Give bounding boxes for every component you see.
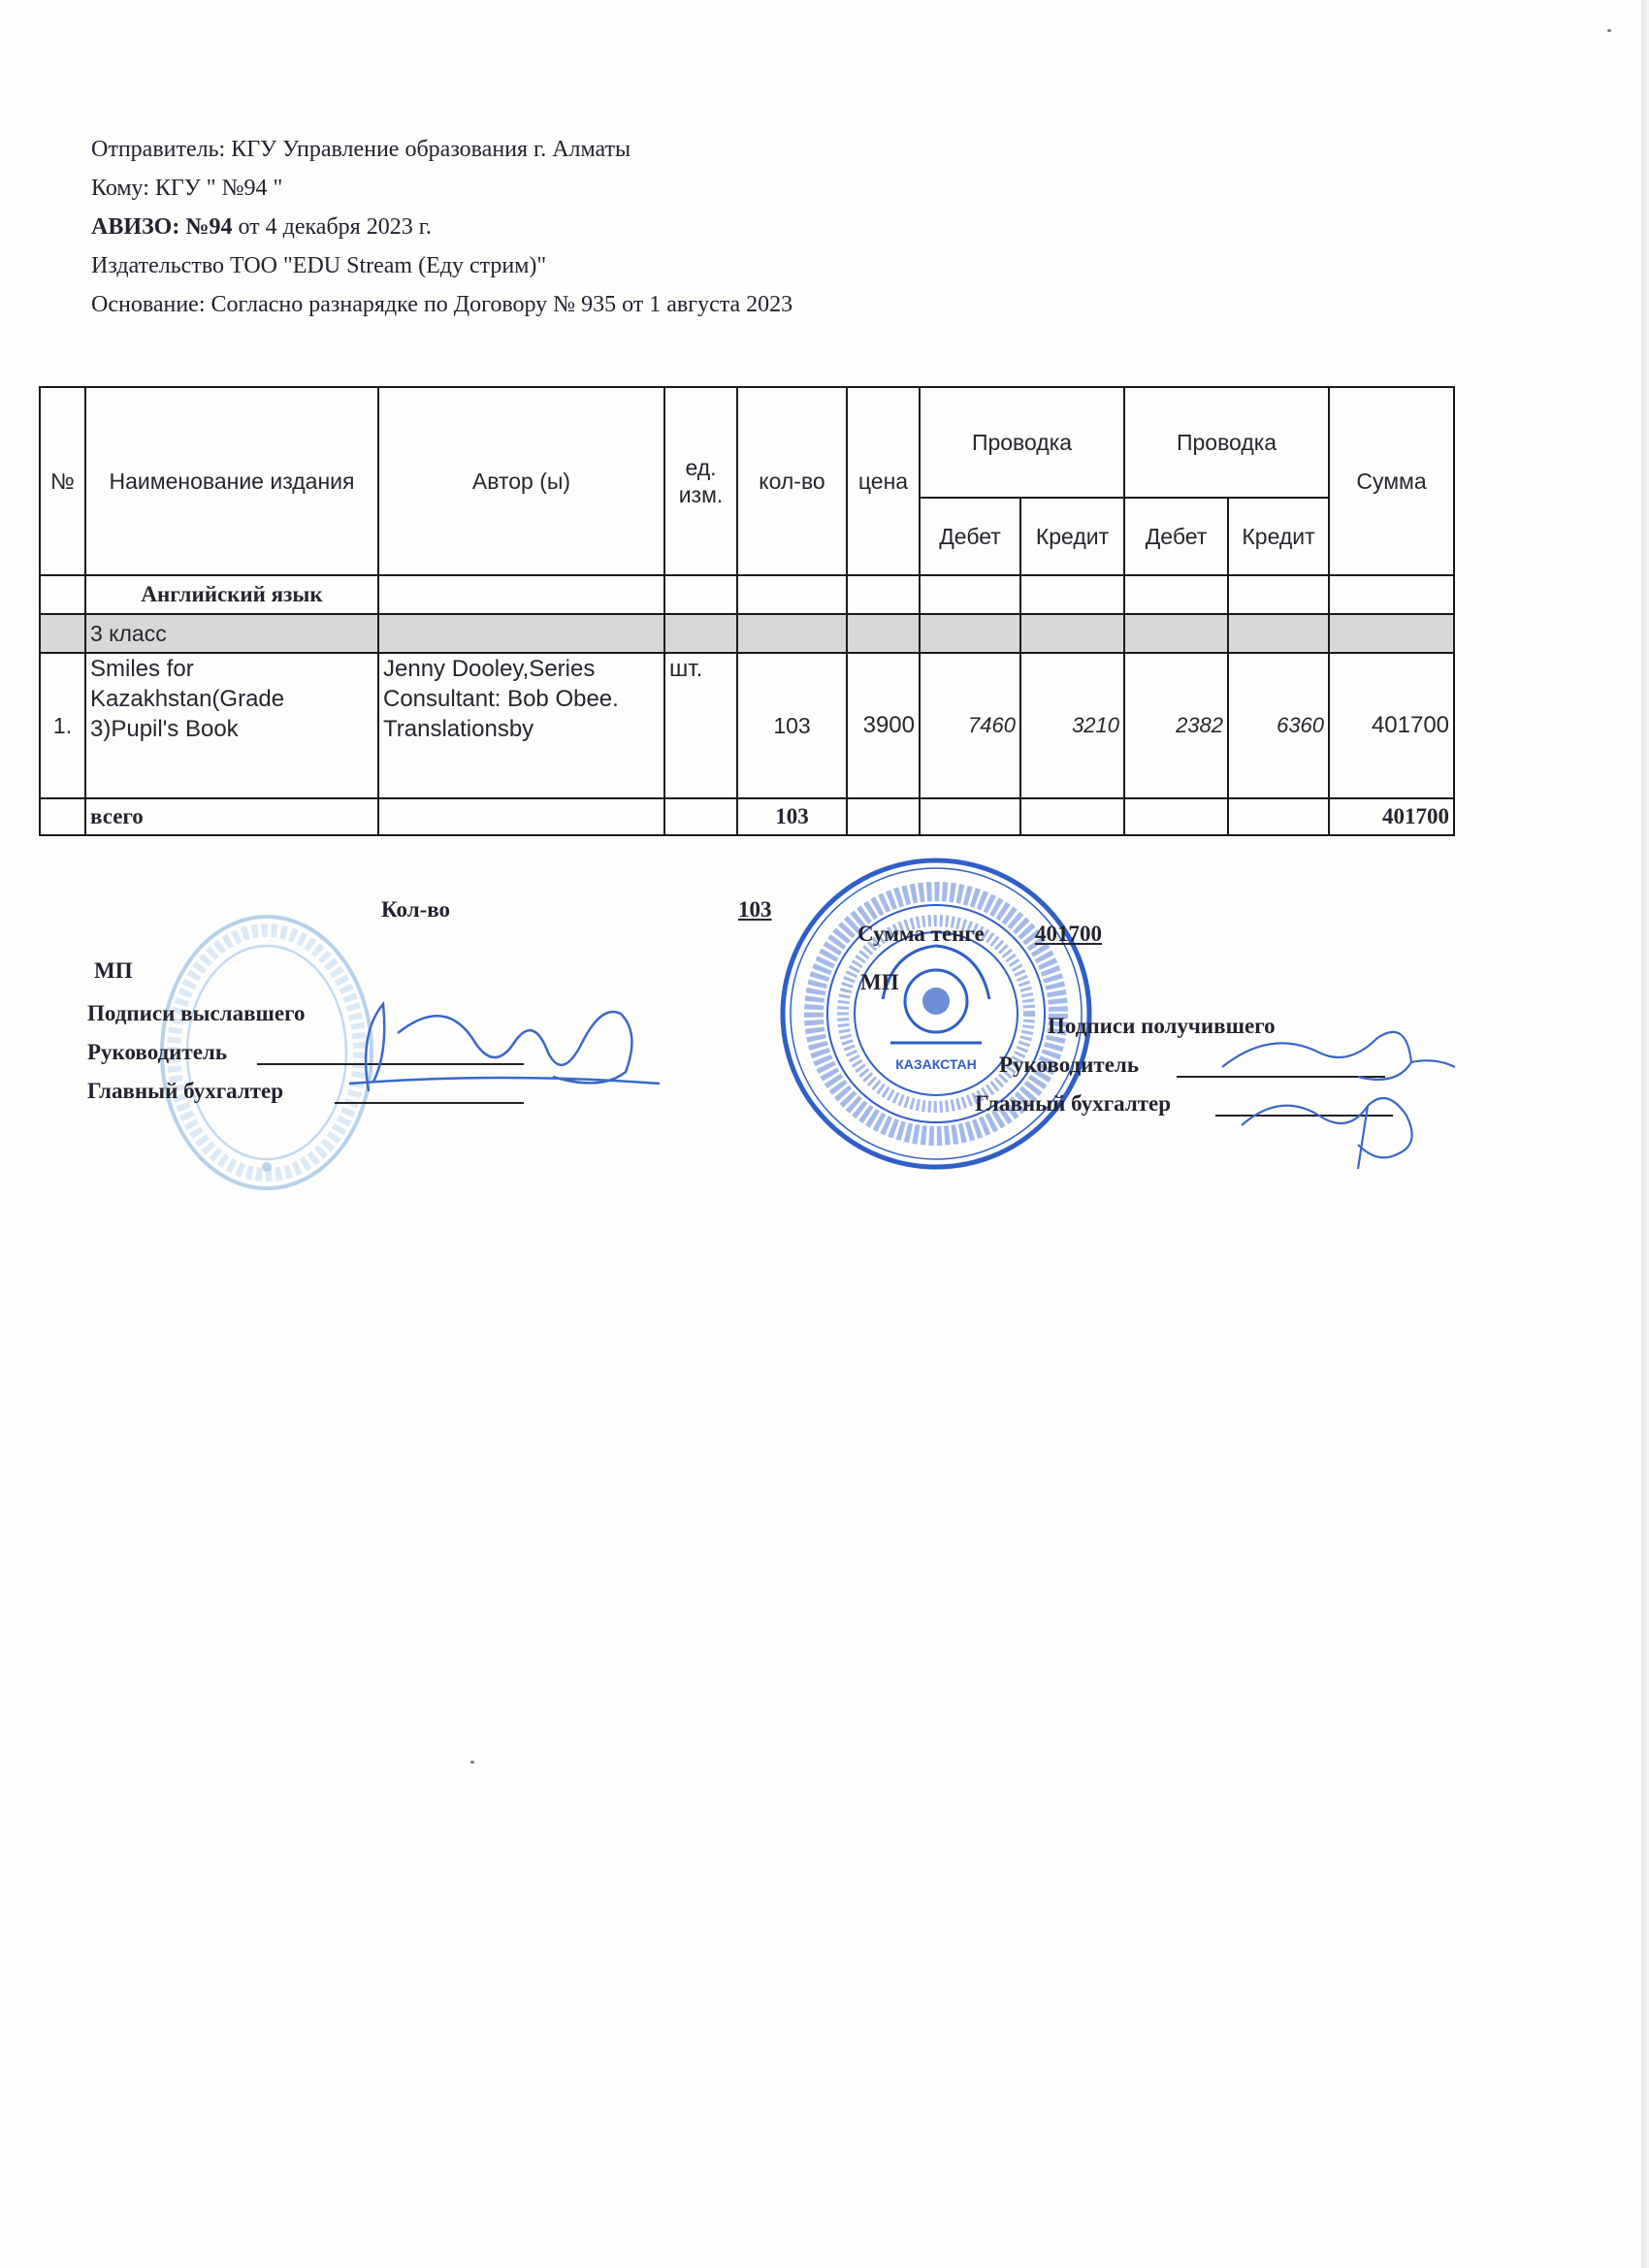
row-debit-1: 7460 [920, 653, 1020, 798]
col-header-unit: ед. изм. [664, 387, 737, 575]
avizo-line [91, 215, 1061, 239]
stamp-place-left: МП [94, 958, 133, 983]
footer-sum-label: Сумма тенге [857, 922, 985, 946]
col-header-posting-1: Проводка [920, 387, 1124, 498]
recipient-head-label: Руководитель [999, 1053, 1139, 1077]
scan-speck [470, 1761, 474, 1764]
row-qty: 103 [737, 653, 847, 798]
footer-sum-value: 401700 [1035, 922, 1102, 946]
row-credit-1: 3210 [1020, 653, 1124, 798]
recipient-accountant-label: Главный бухгалтер [975, 1091, 1172, 1116]
subsection-row [40, 614, 1454, 653]
col-header-number: № [40, 387, 85, 575]
section-row [40, 575, 1454, 614]
col-header-credit-2: Кредит [1228, 498, 1329, 575]
footer-qty-value: 103 [738, 897, 772, 922]
col-header-sum: Сумма [1329, 387, 1454, 575]
document-header [91, 138, 1061, 332]
sender-signatures-label: Подписи выславшего [87, 1001, 306, 1025]
page-edge [1641, 0, 1649, 2268]
stamp-country-text: КАЗАКСТАН [895, 1056, 977, 1072]
scan-speck [1607, 29, 1611, 32]
total-sum: 401700 [1329, 798, 1454, 835]
recipient-signatures-handwriting [1212, 1009, 1465, 1174]
row-number: 1. [40, 653, 85, 798]
header-row [40, 387, 1454, 498]
avizo-table [39, 386, 1455, 836]
sender-head-label: Руководитель [87, 1040, 227, 1064]
row-credit-2: 6360 [1228, 653, 1329, 798]
row-title: Smiles for Kazakhstan(Grade 3)Pupil's Book [85, 653, 378, 798]
row-debit-2: 2382 [1124, 653, 1228, 798]
col-header-authors: Автор (ы) [378, 387, 664, 575]
sender-line: Отправитель: КГУ Управление образования г. Алматы [91, 137, 631, 162]
basis-line: Основание: Согласно разнарядке по Договору № 935 от 1 августа 2023 [91, 292, 793, 317]
col-header-price: цена [847, 387, 920, 575]
row-sum: 401700 [1329, 653, 1454, 798]
recipient-signatures-label: Подписи получившего [1048, 1014, 1276, 1038]
row-authors: Jenny Dooley,Series Consultant: Bob Obee. Translationsby [378, 653, 664, 798]
col-header-debit-1: Дебет [920, 498, 1020, 575]
publisher-line: Издательство ТОО "EDU Stream (Еду стрим)" [91, 253, 547, 278]
total-row [40, 798, 1454, 835]
sender-accountant-label: Главный бухгалтер [87, 1079, 284, 1103]
col-header-posting-2: Проводка [1124, 387, 1329, 498]
avizo-number: АВИЗО: №94 [91, 214, 233, 240]
subsection-label: 3 класс [85, 614, 378, 653]
table-row [40, 653, 1454, 798]
col-header-title: Наименование издания [85, 387, 378, 575]
col-header-qty: кол-во [737, 387, 847, 575]
row-unit: шт. [664, 653, 737, 798]
total-label: всего [85, 798, 378, 835]
col-header-debit-2: Дебет [1124, 498, 1228, 575]
avizo-date: от 4 декабря 2023 г. [232, 214, 432, 240]
col-header-credit-1: Кредит [1020, 498, 1124, 575]
section-label: Английский язык [85, 575, 378, 614]
sender-head-signature [330, 975, 660, 1120]
row-price: 3900 [847, 653, 920, 798]
stamp-place-right: МП [860, 970, 899, 994]
footer-qty-label: Кол-во [381, 897, 451, 922]
total-qty: 103 [737, 798, 847, 835]
recipient-line: Кому: КГУ " №94 " [91, 176, 283, 201]
